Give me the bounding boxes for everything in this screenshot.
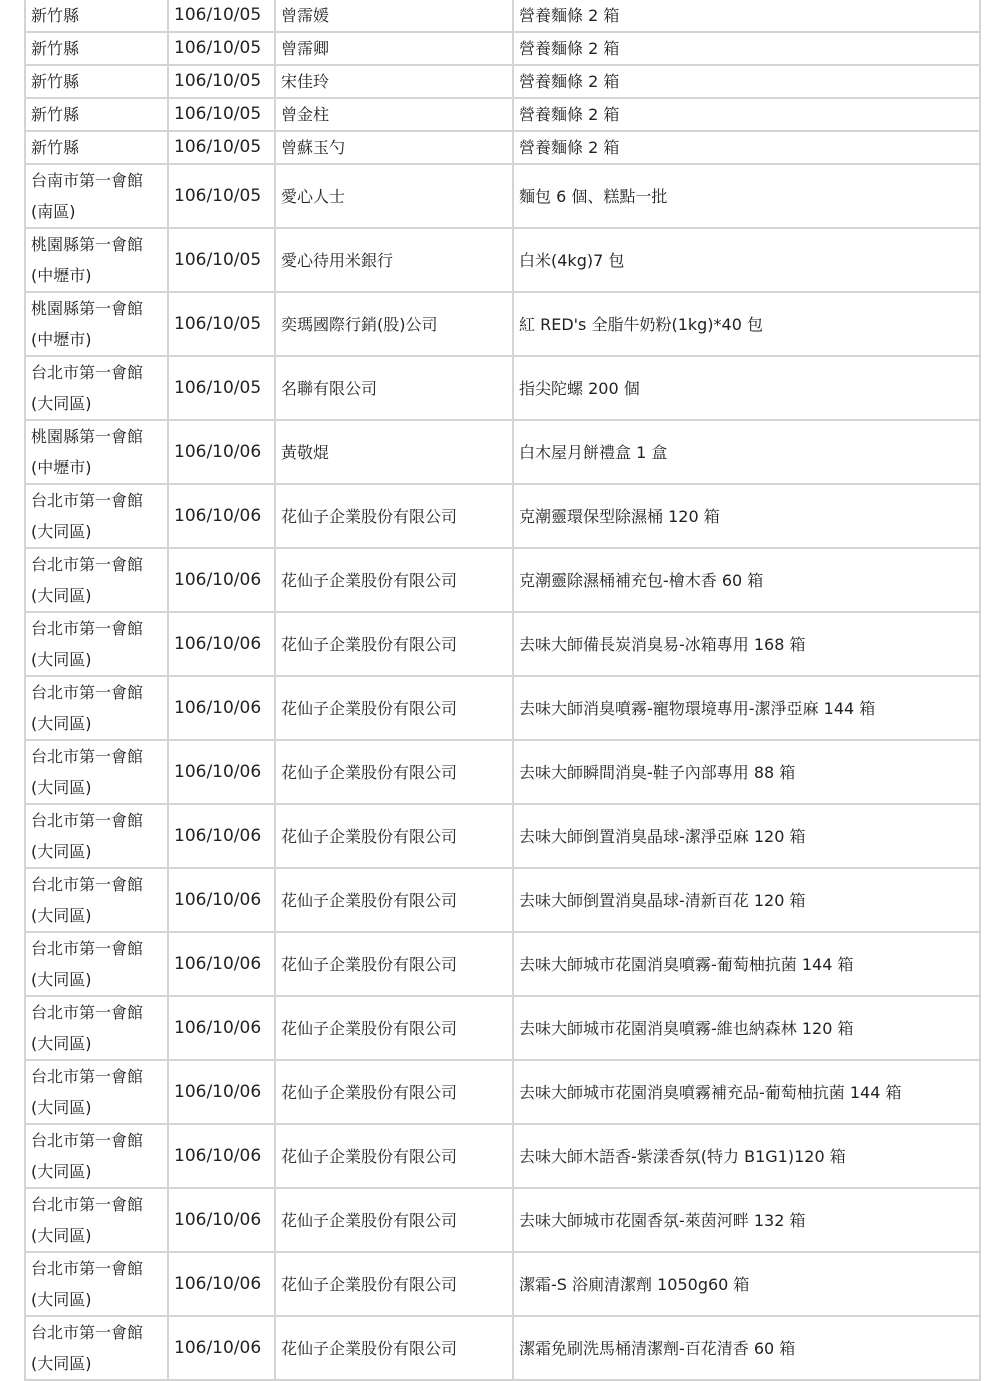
donor-cell: 花仙子企業股份有限公司 <box>275 676 513 740</box>
donor-cell: 花仙子企業股份有限公司 <box>275 932 513 996</box>
unit-cell: 台北市第一會館 (大同區) <box>25 996 168 1060</box>
unit-cell: 新竹縣 <box>25 0 168 32</box>
date-cell: 106/10/06 <box>168 548 275 612</box>
unit-cell: 台北市第一會館 (大同區) <box>25 740 168 804</box>
table-row <box>25 1060 980 1124</box>
date-cell: 106/10/05 <box>168 65 275 98</box>
date-cell: 106/10/05 <box>168 164 275 228</box>
donor-cell: 黃敬焜 <box>275 420 513 484</box>
table-row <box>25 996 980 1060</box>
donor-cell: 花仙子企業股份有限公司 <box>275 868 513 932</box>
donor-cell: 曾蘇玉勺 <box>275 131 513 164</box>
table-row <box>25 32 980 65</box>
table-row <box>25 484 980 548</box>
table-row <box>25 740 980 804</box>
item-cell: 去味大師城市花園消臭噴霧-葡萄柚抗菌 144 箱 <box>513 932 980 996</box>
donor-cell: 花仙子企業股份有限公司 <box>275 1060 513 1124</box>
date-cell: 106/10/05 <box>168 356 275 420</box>
unit-cell: 台南市第一會館 (南區) <box>25 164 168 228</box>
table-row <box>25 164 980 228</box>
date-cell: 106/10/06 <box>168 1060 275 1124</box>
item-cell: 去味大師備長炭消臭易-冰箱專用 168 箱 <box>513 612 980 676</box>
unit-cell: 台北市第一會館 (大同區) <box>25 804 168 868</box>
donor-cell: 曾霈媛 <box>275 0 513 32</box>
table-row <box>25 1188 980 1252</box>
unit-cell: 台北市第一會館 (大同區) <box>25 1252 168 1316</box>
donor-cell: 宋佳玲 <box>275 65 513 98</box>
donor-cell: 花仙子企業股份有限公司 <box>275 548 513 612</box>
unit-cell: 台北市第一會館 (大同區) <box>25 676 168 740</box>
table-row <box>25 612 980 676</box>
date-cell: 106/10/06 <box>168 1188 275 1252</box>
date-cell: 106/10/06 <box>168 420 275 484</box>
donor-cell: 名聯有限公司 <box>275 356 513 420</box>
item-cell: 營養麵條 2 箱 <box>513 32 980 65</box>
date-cell: 106/10/06 <box>168 484 275 548</box>
date-cell: 106/10/06 <box>168 1124 275 1188</box>
donor-cell: 花仙子企業股份有限公司 <box>275 804 513 868</box>
table-row <box>25 0 980 32</box>
donor-cell: 花仙子企業股份有限公司 <box>275 1188 513 1252</box>
unit-cell: 台北市第一會館 (大同區) <box>25 484 168 548</box>
donor-cell: 花仙子企業股份有限公司 <box>275 740 513 804</box>
table-row <box>25 676 980 740</box>
item-cell: 去味大師瞬間消臭-鞋子內部專用 88 箱 <box>513 740 980 804</box>
table-row <box>25 868 980 932</box>
unit-cell: 台北市第一會館 (大同區) <box>25 1316 168 1380</box>
donor-cell: 花仙子企業股份有限公司 <box>275 1316 513 1380</box>
date-cell: 106/10/06 <box>168 612 275 676</box>
unit-cell: 新竹縣 <box>25 98 168 131</box>
item-cell: 克潮靈除濕桶補充包-檜木香 60 箱 <box>513 548 980 612</box>
table-row <box>25 1316 980 1380</box>
item-cell: 營養麵條 2 箱 <box>513 65 980 98</box>
date-cell: 106/10/06 <box>168 676 275 740</box>
donor-cell: 奕瑪國際行銷(股)公司 <box>275 292 513 356</box>
table-row <box>25 1124 980 1188</box>
table-row <box>25 292 980 356</box>
date-cell: 106/10/05 <box>168 228 275 292</box>
item-cell: 去味大師木語香-紫漾香氛(特力 B1G1)120 箱 <box>513 1124 980 1188</box>
table-row <box>25 65 980 98</box>
date-cell: 106/10/05 <box>168 32 275 65</box>
donor-cell: 花仙子企業股份有限公司 <box>275 1252 513 1316</box>
table-row <box>25 804 980 868</box>
donation-table-body <box>25 0 980 1380</box>
date-cell: 106/10/06 <box>168 996 275 1060</box>
item-cell: 麵包 6 個、糕點一批 <box>513 164 980 228</box>
item-cell: 營養麵條 2 箱 <box>513 0 980 32</box>
item-cell: 潔霜免刷洗馬桶清潔劑-百花清香 60 箱 <box>513 1316 980 1380</box>
item-cell: 白木屋月餅禮盒 1 盒 <box>513 420 980 484</box>
unit-cell: 台北市第一會館 (大同區) <box>25 932 168 996</box>
unit-cell: 桃園縣第一會館 (中壢市) <box>25 420 168 484</box>
unit-cell: 桃園縣第一會館 (中壢市) <box>25 292 168 356</box>
date-cell: 106/10/05 <box>168 131 275 164</box>
item-cell: 去味大師城市花園消臭噴霧補充品-葡萄柚抗菌 144 箱 <box>513 1060 980 1124</box>
table-row <box>25 131 980 164</box>
unit-cell: 新竹縣 <box>25 131 168 164</box>
unit-cell: 桃園縣第一會館 (中壢市) <box>25 228 168 292</box>
date-cell: 106/10/06 <box>168 1316 275 1380</box>
donor-cell: 愛心人士 <box>275 164 513 228</box>
unit-cell: 台北市第一會館 (大同區) <box>25 1124 168 1188</box>
table-row <box>25 1252 980 1316</box>
item-cell: 去味大師城市花園消臭噴霧-維也納森林 120 箱 <box>513 996 980 1060</box>
item-cell: 紅 RED's 全脂牛奶粉(1kg)*40 包 <box>513 292 980 356</box>
date-cell: 106/10/06 <box>168 1252 275 1316</box>
unit-cell: 台北市第一會館 (大同區) <box>25 612 168 676</box>
donor-cell: 花仙子企業股份有限公司 <box>275 612 513 676</box>
unit-cell: 台北市第一會館 (大同區) <box>25 1188 168 1252</box>
item-cell: 白米(4kg)7 包 <box>513 228 980 292</box>
date-cell: 106/10/06 <box>168 868 275 932</box>
table-row <box>25 98 980 131</box>
date-cell: 106/10/05 <box>168 292 275 356</box>
item-cell: 去味大師城市花園香氛-萊茵河畔 132 箱 <box>513 1188 980 1252</box>
item-cell: 營養麵條 2 箱 <box>513 98 980 131</box>
table-row <box>25 420 980 484</box>
table-row <box>25 932 980 996</box>
date-cell: 106/10/06 <box>168 804 275 868</box>
unit-cell: 台北市第一會館 (大同區) <box>25 356 168 420</box>
unit-cell: 台北市第一會館 (大同區) <box>25 548 168 612</box>
donation-table <box>24 0 981 1381</box>
donor-cell: 曾金柱 <box>275 98 513 131</box>
item-cell: 營養麵條 2 箱 <box>513 131 980 164</box>
donor-cell: 花仙子企業股份有限公司 <box>275 996 513 1060</box>
item-cell: 克潮靈環保型除濕桶 120 箱 <box>513 484 980 548</box>
date-cell: 106/10/06 <box>168 932 275 996</box>
item-cell: 指尖陀螺 200 個 <box>513 356 980 420</box>
table-row <box>25 548 980 612</box>
item-cell: 去味大師倒置消臭晶球-潔淨亞麻 120 箱 <box>513 804 980 868</box>
unit-cell: 新竹縣 <box>25 65 168 98</box>
date-cell: 106/10/05 <box>168 98 275 131</box>
donor-cell: 花仙子企業股份有限公司 <box>275 1124 513 1188</box>
donor-cell: 花仙子企業股份有限公司 <box>275 484 513 548</box>
date-cell: 106/10/05 <box>168 0 275 32</box>
donor-cell: 愛心待用米銀行 <box>275 228 513 292</box>
item-cell: 去味大師倒置消臭晶球-清新百花 120 箱 <box>513 868 980 932</box>
unit-cell: 台北市第一會館 (大同區) <box>25 1060 168 1124</box>
item-cell: 潔霜-S 浴廁清潔劑 1050g60 箱 <box>513 1252 980 1316</box>
unit-cell: 新竹縣 <box>25 32 168 65</box>
table-row <box>25 356 980 420</box>
table-row <box>25 228 980 292</box>
date-cell: 106/10/06 <box>168 740 275 804</box>
donor-cell: 曾霈卿 <box>275 32 513 65</box>
item-cell: 去味大師消臭噴霧-寵物環境專用-潔淨亞麻 144 箱 <box>513 676 980 740</box>
unit-cell: 台北市第一會館 (大同區) <box>25 868 168 932</box>
